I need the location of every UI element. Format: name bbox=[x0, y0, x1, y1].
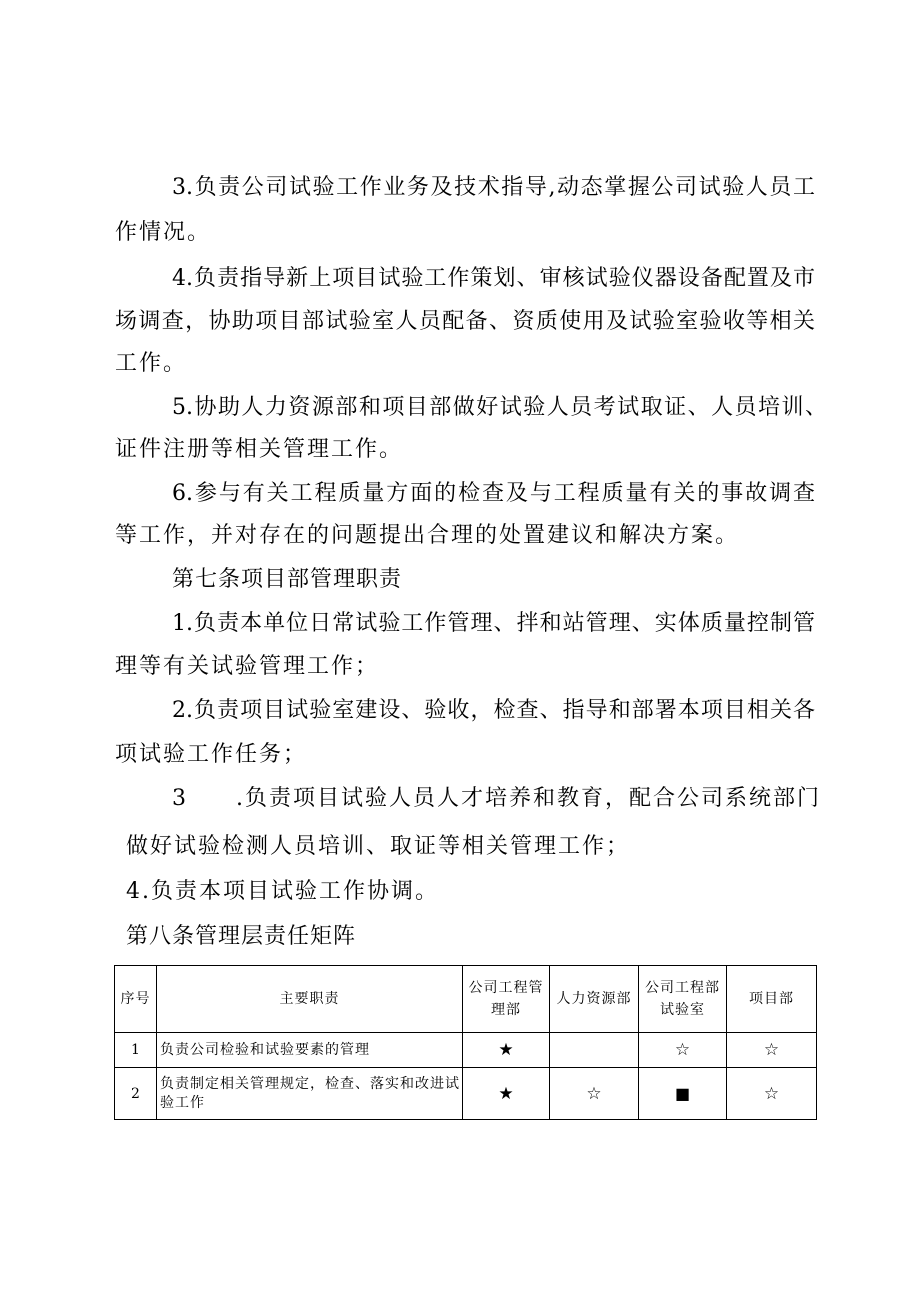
item-text: .负责项目试验人员人才培养和教育，配合公司系统部门 bbox=[236, 786, 821, 811]
paragraph-line: 6.参与有关工程质量方面的检查及与工程质量有关的事故调查 bbox=[172, 481, 815, 506]
header-project-dept: 项目部 bbox=[727, 966, 817, 1033]
row-duty: 负责公司检验和试验要素的管理 bbox=[157, 1033, 463, 1068]
mark-empty-cell bbox=[550, 1033, 639, 1068]
item-number: 3 bbox=[172, 786, 188, 811]
paragraph-line: 理等有关试验管理工作； bbox=[115, 654, 380, 679]
paragraph-line: 5.协助人力资源部和项目部做好试验人员考试取证、人员培训、 bbox=[172, 395, 827, 420]
mark-outline-star-icon: ☆ bbox=[639, 1033, 727, 1068]
article-heading: 第七条项目部管理职责 bbox=[172, 567, 403, 592]
mark-outline-star-icon: ☆ bbox=[727, 1068, 817, 1120]
table-row bbox=[115, 1033, 817, 1068]
mark-outline-star-icon: ☆ bbox=[550, 1068, 639, 1120]
paragraph-line: 作情况。 bbox=[115, 220, 212, 245]
paragraph-line: 2.负责项目试验室建设、验收，检查、指导和部署本项目相关各 bbox=[172, 698, 815, 723]
mark-outline-star-icon: ☆ bbox=[727, 1033, 817, 1068]
paragraph-line: 4.负责指导新上项目试验工作策划、审核试验仪器设备配置及市 bbox=[172, 266, 815, 291]
mark-solid-star-icon: ★ bbox=[463, 1068, 550, 1120]
table-row bbox=[115, 1068, 817, 1120]
mark-solid-square-icon: ■ bbox=[639, 1068, 727, 1120]
header-engineering-dept: 公司工程管理部 bbox=[463, 966, 550, 1033]
paragraph-line: 场调查，协助项目部试验室人员配备、资质使用及试验室验收等相关 bbox=[115, 309, 815, 334]
responsibility-matrix-table bbox=[114, 965, 817, 1120]
row-duty: 负责制定相关管理规定，检查、落实和改进试验工作 bbox=[157, 1068, 463, 1120]
paragraph-line: 4.负责本项目试验工作协调。 bbox=[126, 879, 439, 904]
table-header-row bbox=[115, 966, 817, 1033]
header-engineering-lab: 公司工程部试验室 bbox=[639, 966, 727, 1033]
header-serial-no: 序号 bbox=[115, 966, 157, 1033]
paragraph-line: 证件注册等相关管理工作。 bbox=[115, 437, 404, 462]
row-number: 1 bbox=[115, 1033, 157, 1068]
paragraph-line: 工作。 bbox=[115, 351, 188, 376]
paragraph-line bbox=[172, 784, 821, 814]
row-number: 2 bbox=[115, 1068, 157, 1120]
article-heading: 第八条管理层责任矩阵 bbox=[126, 924, 357, 949]
paragraph-line: 做好试验检测人员培训、取证等相关管理工作； bbox=[126, 834, 631, 859]
paragraph-line: 等工作，并对存在的问题提出合理的处置建议和解决方案。 bbox=[115, 523, 740, 548]
mark-solid-star-icon: ★ bbox=[463, 1033, 550, 1068]
paragraph-line: 1.负责本单位日常试验工作管理、拌和站管理、实体质量控制管 bbox=[172, 611, 815, 636]
paragraph-line: 3.负责公司试验工作业务及技术指导,动态掌握公司试验人员工 bbox=[172, 175, 815, 200]
header-main-duty: 主要职责 bbox=[157, 966, 463, 1033]
paragraph-line: 项试验工作任务； bbox=[115, 742, 308, 767]
header-hr-dept: 人力资源部 bbox=[550, 966, 639, 1033]
